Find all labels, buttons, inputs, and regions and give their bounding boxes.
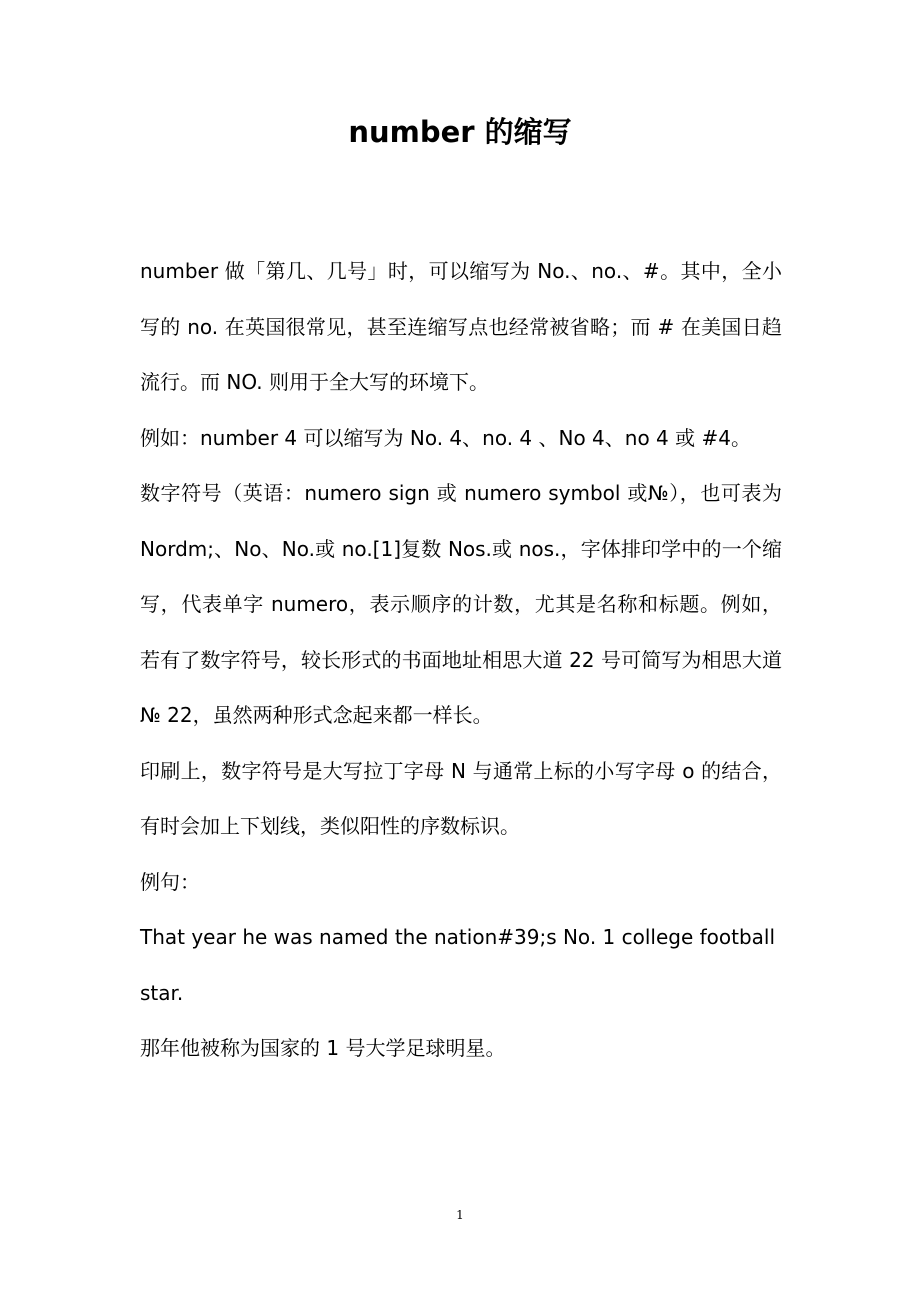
paragraph-typography: 印刷上，数字符号是大写拉丁字母 N 与通常上标的小写字母 o 的结合，有时会加上下划线，类似阳性的序数标识。 xyxy=(140,758,782,838)
paragraph-numero-sign: 数字符号（英语：numero sign 或 numero symbol 或№），也可表为Nordm;、No、No.或 no.[1]复数 Nos.或 nos.，字体排印学中的一个缩写，代表单字 numero，表示顺序的计数，尤其是名称和标题。例如，若有了数字符号，较长形式的书面地址相思大道 22 号可简写为相思大道№ 22，虽然两种形式念起来都一样长。 xyxy=(140,481,782,727)
paragraph-example-sentence-label: 例句： xyxy=(140,869,200,894)
paragraph-english-sentence: That year he was named the nation#39;s No. 1 college football star. xyxy=(140,925,776,1005)
paragraph-example: 例如：number 4 可以缩写为 No. 4、no. 4 、No 4、no 4 或 #4。 xyxy=(140,425,751,450)
document-body xyxy=(140,244,782,1077)
paragraph-abbreviation-intro: number 做「第几、几号」时，可以缩写为 No.、no.、#。其中，全小写的 no. 在英国很常见，甚至连缩写点也经常被省略；而 # 在美国日趋流行。而 NO. 则用于全大写的环境下。 xyxy=(140,259,782,394)
page-number: 1 xyxy=(456,1208,464,1222)
paragraph-chinese-translation: 那年他被称为国家的 1 号大学足球明星。 xyxy=(140,1036,506,1060)
document-title: number 的缩写 xyxy=(348,115,572,149)
